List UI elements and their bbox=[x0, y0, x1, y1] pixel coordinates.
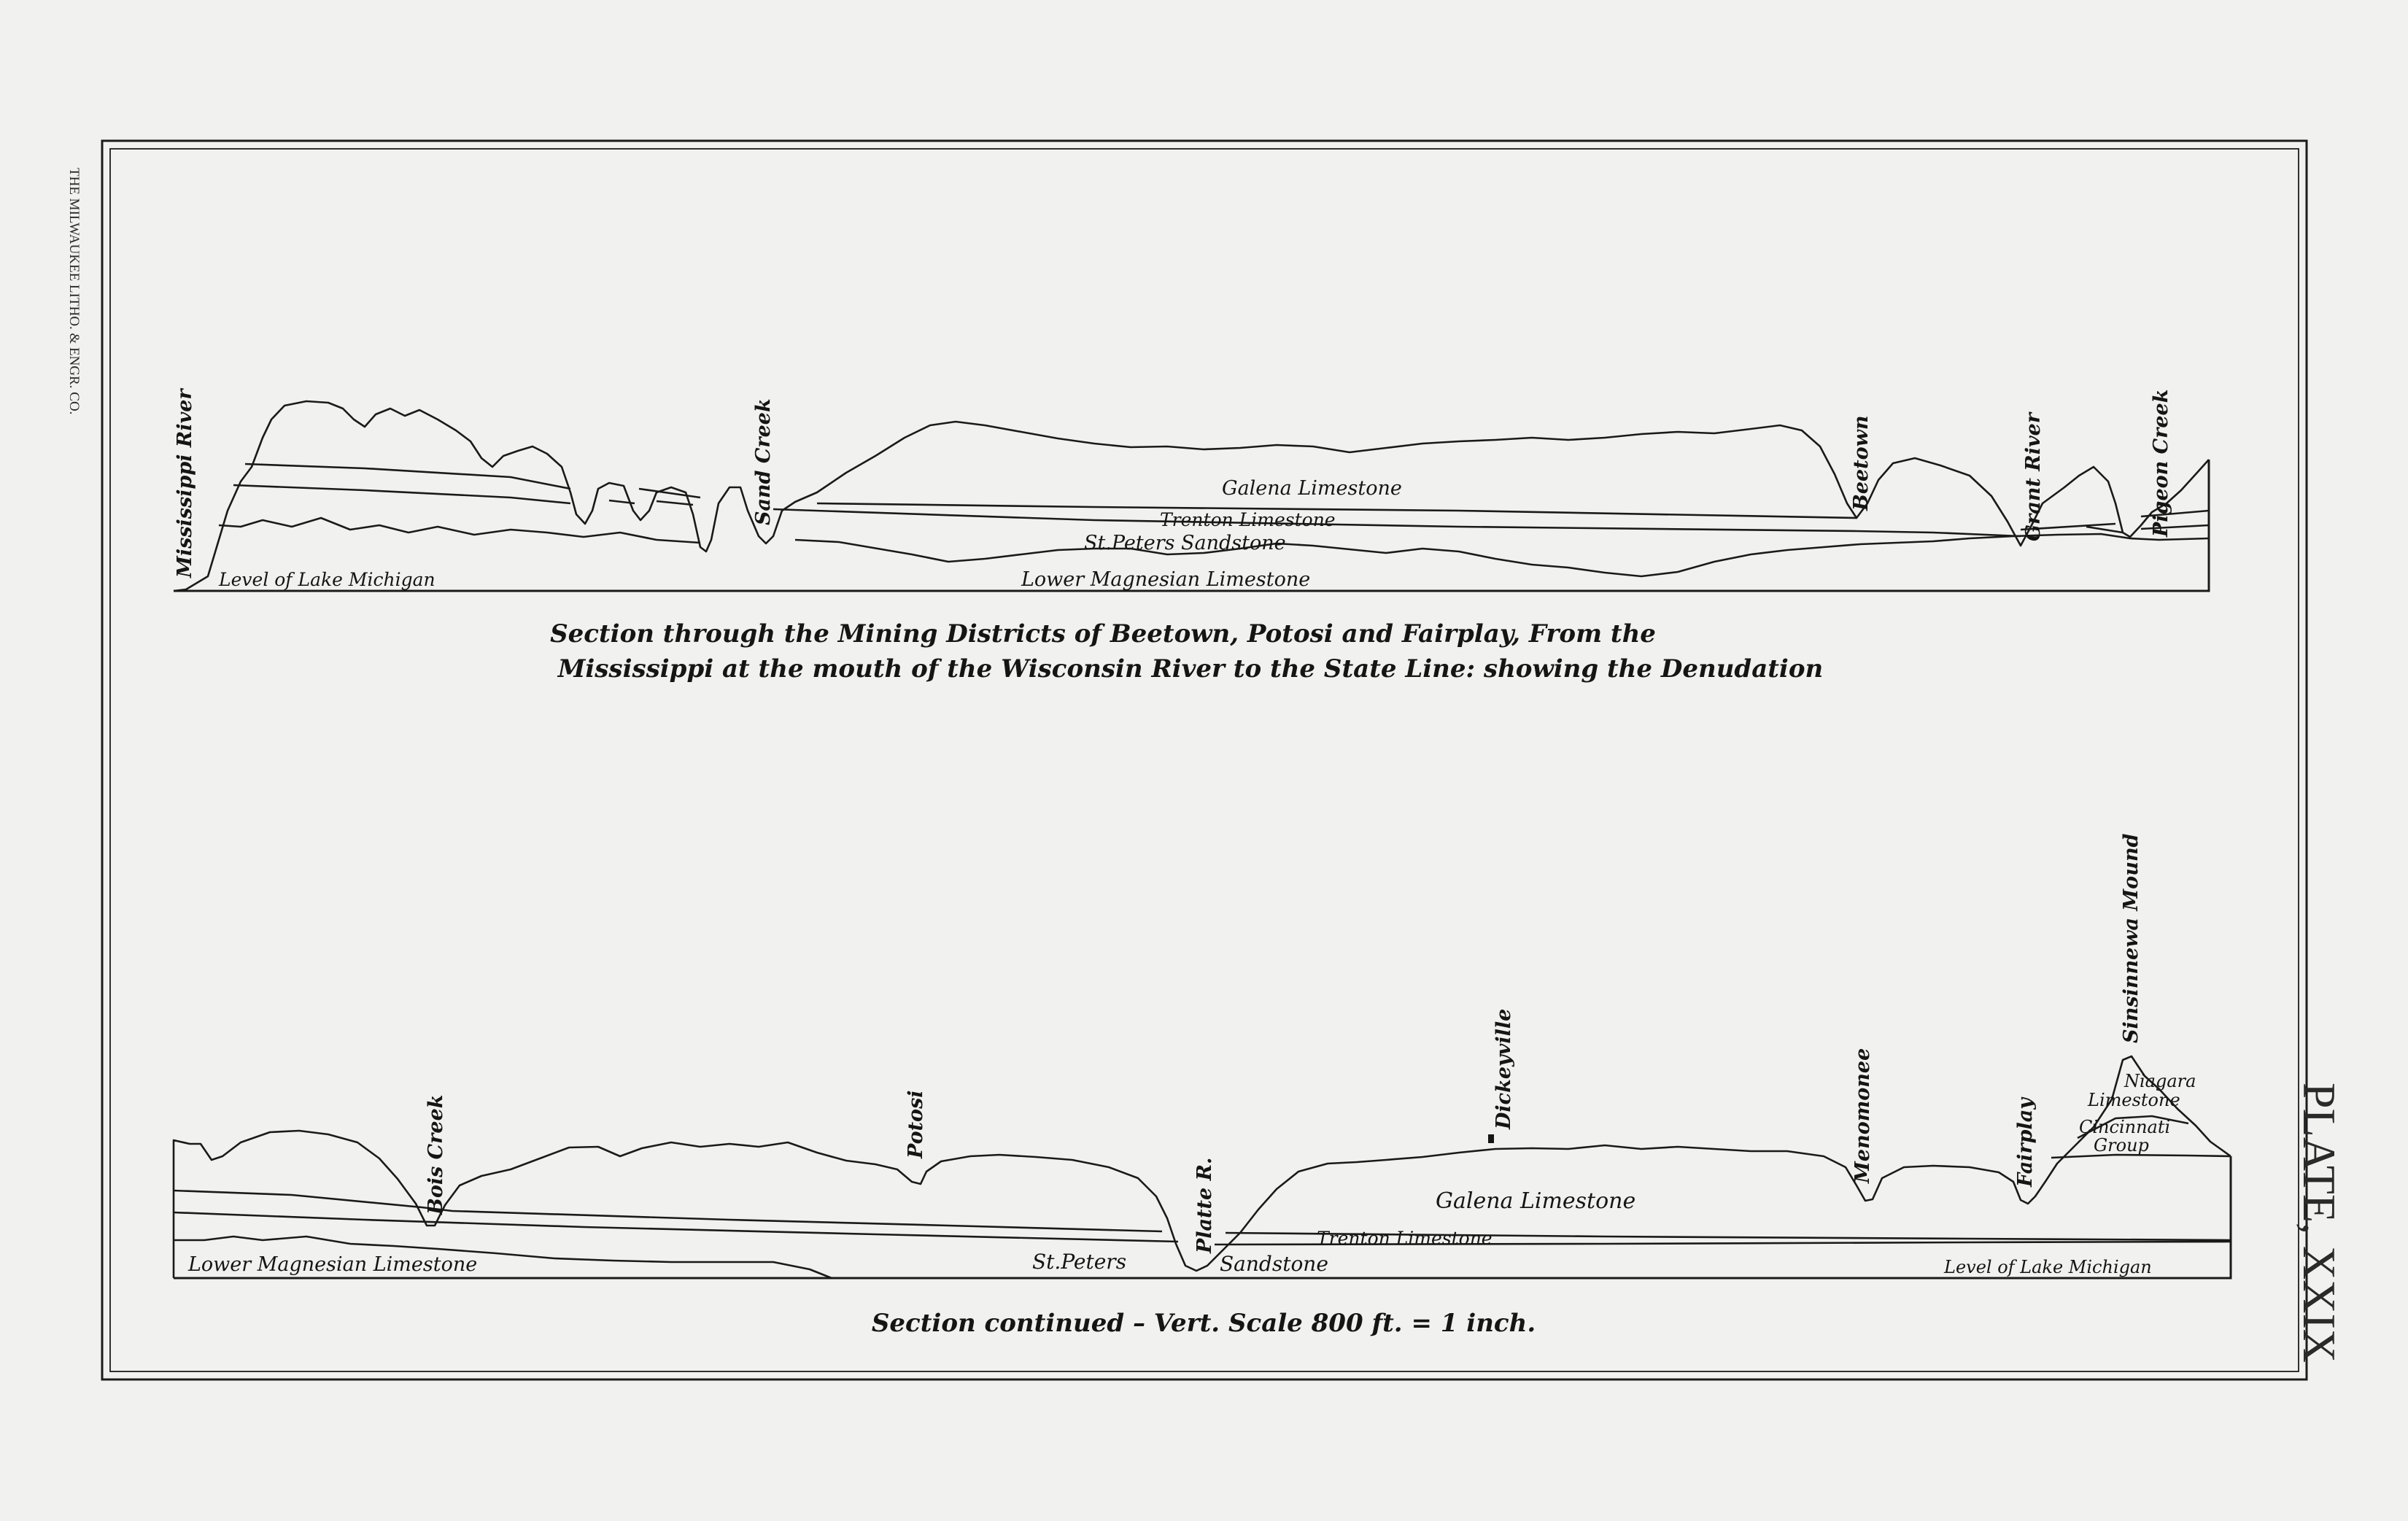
place-label-bois-creek: Bois Creek bbox=[425, 1094, 447, 1215]
section-1-caption-line-1: Section through the Mining Districts of Beetown, Potosi and Fairplay, From the bbox=[550, 619, 1656, 649]
dickeyville-marker bbox=[1488, 1134, 1494, 1143]
stratum-label-lower-magnesian: Lower Magnesian Limestone bbox=[1021, 568, 1311, 591]
datum-label-lake-michigan: Level of Lake Michigan bbox=[219, 569, 435, 590]
stratum-label-galena: Galena Limestone bbox=[1436, 1188, 1636, 1214]
place-label-sinsinnewa-mound: Sinsinnewa Mound bbox=[2120, 833, 2142, 1043]
stratum-label-sandstone: Sandstone bbox=[1220, 1252, 1328, 1276]
place-label-potosi: Potosi bbox=[905, 1090, 927, 1158]
section-1-caption-line-2: Mississippi at the mouth of the Wisconsin River to the State Line: showing the Denudation bbox=[557, 654, 1824, 684]
place-label-platte-r: Platte R. bbox=[1193, 1157, 1216, 1253]
section-2-caption: Section continued – Vert. Scale 800 ft. = 1 inch. bbox=[871, 1309, 1536, 1338]
stratum-label-cincinnati: Cincinnati bbox=[2079, 1117, 2171, 1137]
place-label-fairplay: Fairplay bbox=[2014, 1098, 2037, 1187]
place-label-menomonee: Menomonee bbox=[1851, 1048, 1874, 1183]
stratum-label-st-peters: St.Peters bbox=[1032, 1250, 1127, 1274]
stratum-label-niagara: Niagara bbox=[2124, 1071, 2196, 1091]
stratum-label-lower-magnesian: Lower Magnesian Limestone bbox=[188, 1253, 478, 1276]
place-label-grant-river: Grant River bbox=[2022, 412, 2045, 541]
place-label-pigeon-creek: Pigeon Creek bbox=[2150, 389, 2172, 537]
section-1 bbox=[174, 388, 2209, 684]
datum-label-lake-michigan: Level of Lake Michigan bbox=[1944, 1257, 2152, 1277]
section-2 bbox=[174, 833, 2231, 1338]
place-label-mississippi-river: Mississippi River bbox=[174, 389, 196, 578]
printer-credit: THE MILWAUKEE LITHO. & ENGR. CO. bbox=[66, 168, 82, 415]
stratum-label-niagara-limestone: Limestone bbox=[2088, 1090, 2180, 1110]
stratum-label-trenton: Trenton Limestone bbox=[1160, 509, 1336, 530]
place-label-sand-creek: Sand Creek bbox=[752, 398, 775, 525]
stratum-label-st-peters: St.Peters Sandstone bbox=[1084, 532, 1286, 554]
place-label-dickeyville: Dickeyville bbox=[1493, 1008, 1515, 1129]
stratum-label-galena: Galena Limestone bbox=[1222, 477, 1402, 500]
stratum-label-cincinnati-group: Group bbox=[2094, 1135, 2149, 1156]
place-label-beetown: Beetown bbox=[1850, 415, 1873, 511]
stratum-label-trenton: Trenton Limestone bbox=[1317, 1228, 1493, 1249]
plate-number: PLATE, XXIX bbox=[2293, 1083, 2345, 1363]
